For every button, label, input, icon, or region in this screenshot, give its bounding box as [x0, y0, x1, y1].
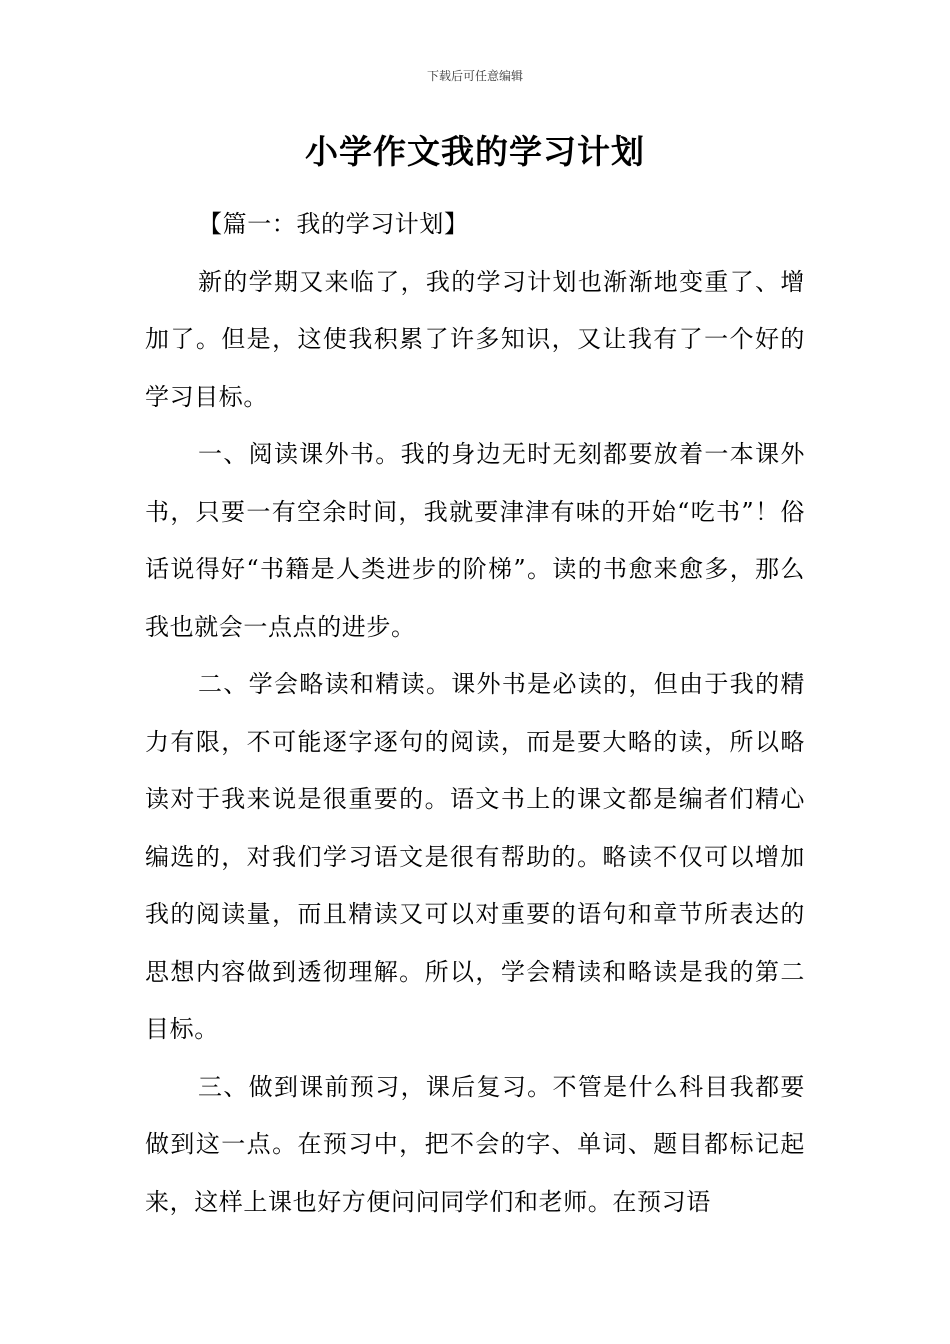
paragraph-goal-3: 三、做到课前预习，课后复习。不管是什么科目我都要做到这一点。在预习中，把不会的字、单词、题目都标记起来，这样上课也好方便问问同学们和老师。在预习语: [145, 1072, 805, 1216]
section-heading: 【篇一：我的学习计划】: [198, 210, 469, 238]
document-body: [145, 196, 805, 1231]
paragraph-intro: 新的学期又来临了，我的学习计划也渐渐地变重了、增加了。但是，这使我积累了许多知识，又让我有了一个好的学习目标。: [145, 267, 805, 411]
document-title: 小学作文我的学习计划: [305, 132, 645, 171]
header-note: 下载后可任意编辑: [426, 69, 523, 83]
paragraph-goal-2: 二、学会略读和精读。课外书是必读的，但由于我的精力有限，不可能逐字逐句的阅读，而是要大略的读，所以略读对于我来说是很重要的。语文书上的课文都是编者们精心编选的，对我们学习语文是很有帮助的。略读不仅可以增加我的阅读量，而且精读又可以对重要的语句和章节所表达的思想内容做到透彻理解。所以，学会精读和略读是我的第二目标。: [145, 670, 805, 1043]
paragraph-goal-1: 一、阅读课外书。我的身边无时无刻都要放着一本课外书，只要一有空余时间，我就要津津有味的开始“吃书”！俗话说得好“书籍是人类进步的阶梯”。读的书愈来愈多，那么我也就会一点点的进步。: [145, 440, 805, 641]
